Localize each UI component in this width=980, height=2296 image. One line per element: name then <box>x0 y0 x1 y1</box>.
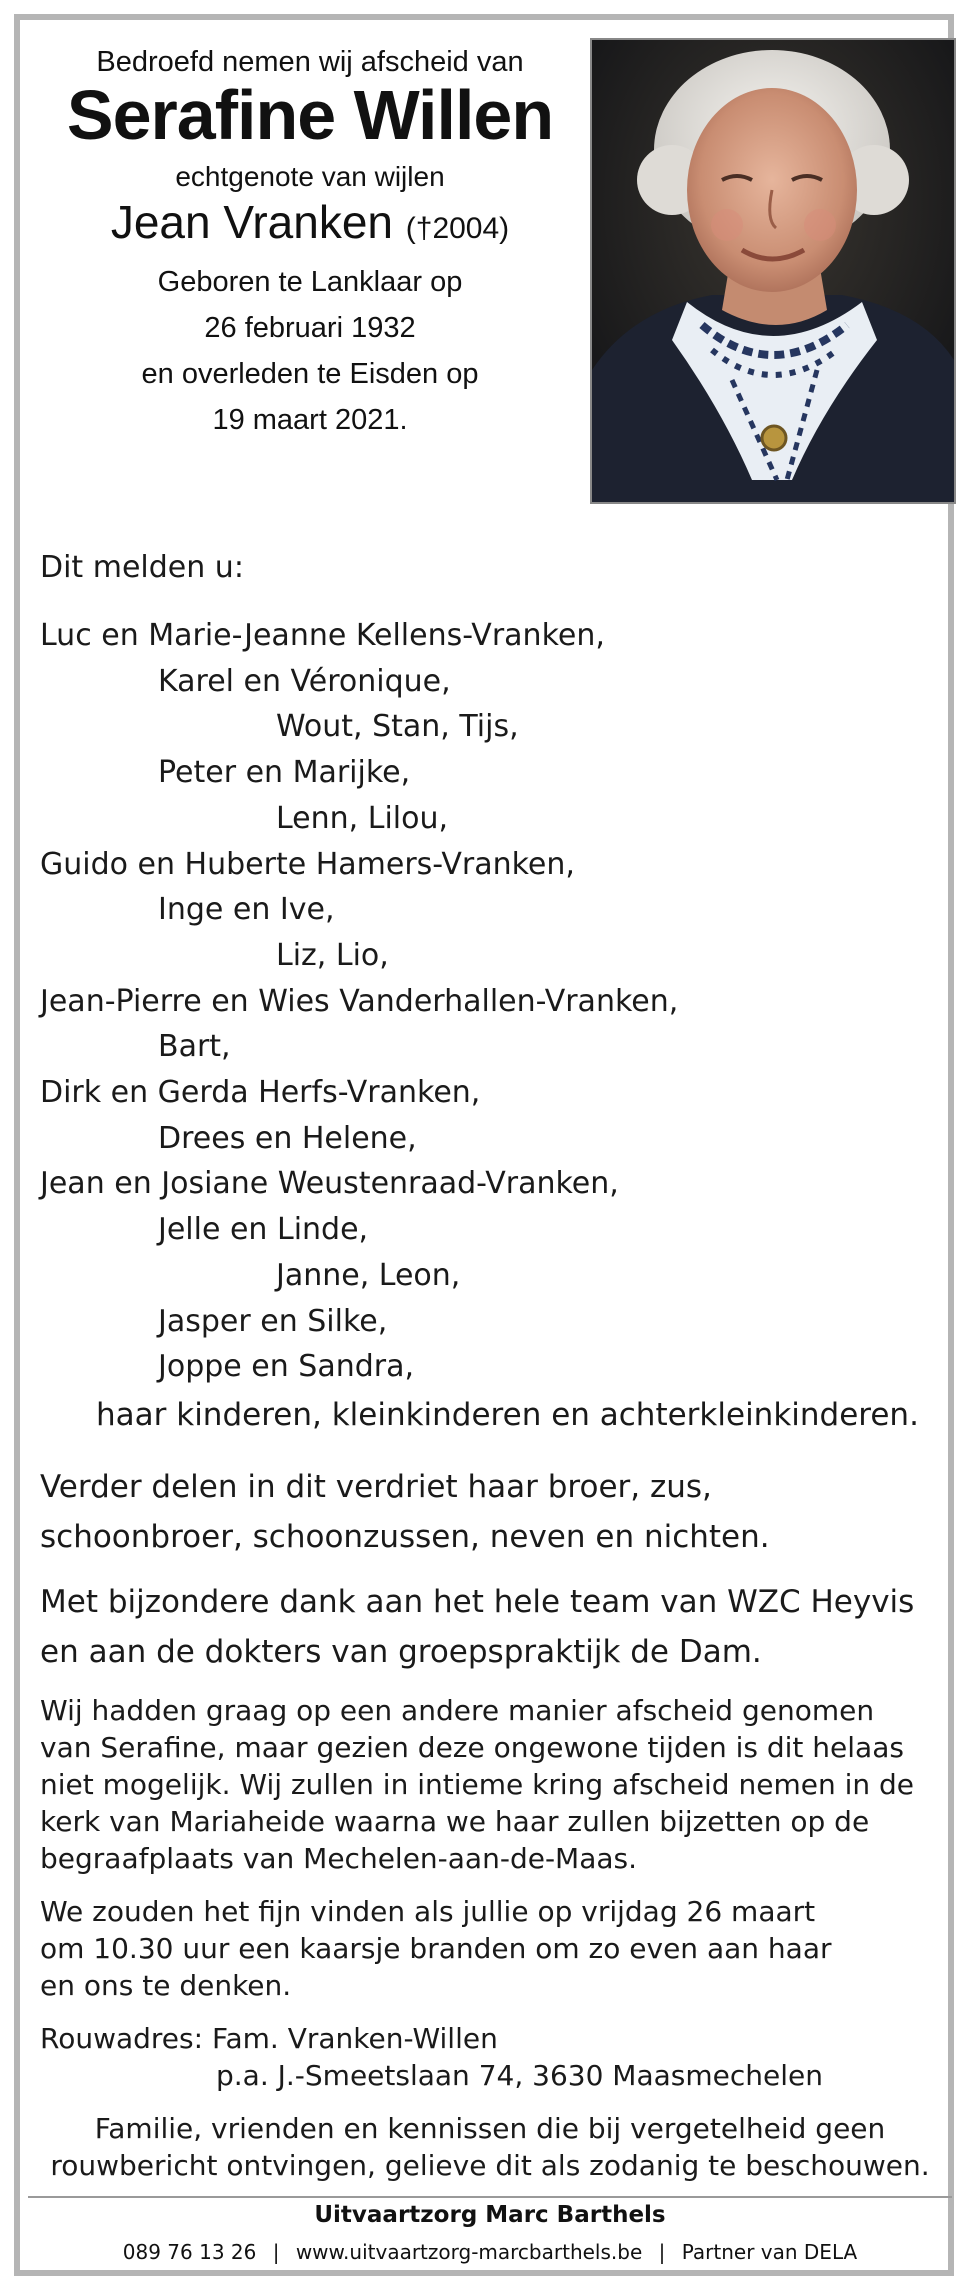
relatives-line-2: schoonbroer, schoonzussen, neven en nichten. <box>40 1519 770 1555</box>
footer-separator: | <box>658 2240 666 2264</box>
funeral-company: Uitvaartzorg Marc Barthels <box>314 2202 666 2228</box>
footer-partner: Partner van DELA <box>681 2240 858 2264</box>
spouse-name: Jean Vranken <box>110 196 393 248</box>
closing-paragraph <box>0 2110 980 2184</box>
footer-phone: 089 76 13 26 <box>122 2240 257 2264</box>
spouse-line <box>40 195 580 249</box>
address-line-1: Rouwadres: Fam. Vranken-Willen <box>40 2022 498 2055</box>
life-dates <box>40 259 580 443</box>
farewell-line-1: Wij hadden graag op een andere manier afscheid genomen <box>40 1694 875 1727</box>
family-line: Peter en Marijke, <box>158 755 411 791</box>
died-line: en overleden te Eisden op <box>141 358 479 390</box>
family-line: Bart, <box>158 1029 231 1065</box>
thanks-paragraph <box>40 1577 940 1677</box>
announce-text: Dit melden u: <box>40 550 244 585</box>
farewell-line-5: begraafplaats van Mechelen-aan-de-Maas. <box>40 1842 638 1875</box>
candle-line-3: en ons te denken. <box>40 1969 292 2002</box>
family-line: Joppe en Sandra, <box>158 1349 415 1385</box>
family-line: Jelle en Linde, <box>158 1212 369 1248</box>
footer-separator: | <box>272 2240 280 2264</box>
family-line: Janne, Leon, <box>276 1257 461 1293</box>
header <box>40 30 580 443</box>
deceased-name: Serafine Willen <box>66 76 554 154</box>
family-line: Lenn, Lilou, <box>276 800 449 836</box>
footer-divider <box>28 2196 952 2198</box>
candle-line-2: om 10.30 uur een kaarsje branden om zo even aan haar <box>40 1932 832 1965</box>
address-line-2: p.a. J.-Smeetslaan 74, 3630 Maasmechelen <box>216 2059 823 2092</box>
born-date: 26 februari 1932 <box>204 312 416 344</box>
portrait-photo <box>590 38 956 504</box>
farewell-paragraph <box>40 1692 940 1877</box>
closing-line-2: rouwbericht ontvingen, gelieve dit als zodanig te beschouwen. <box>50 2149 930 2182</box>
thanks-line-2: en aan de dokters van groepspraktijk de Dam. <box>40 1634 762 1670</box>
family-line: Drees en Helene, <box>158 1120 417 1156</box>
family-line: Liz, Lio, <box>276 937 389 973</box>
lead-text: Bedroefd nemen wij afscheid van <box>96 46 524 78</box>
thanks-line-1: Met bijzondere dank aan het hele team van WZC Heyvis <box>40 1584 915 1620</box>
family-line: Jean en Josiane Weustenraad-Vranken, <box>40 1166 619 1202</box>
portrait-photo-icon <box>592 40 954 502</box>
spouse-intro: echtgenote van wijlen <box>175 161 445 192</box>
family-line: Inge en Ive, <box>158 892 335 928</box>
farewell-line-2: van Serafine, maar gezien deze ongewone tijden is dit helaas <box>40 1731 904 1764</box>
family-line: Luc en Marie-Jeanne Kellens-Vranken, <box>40 618 605 653</box>
died-date: 19 maart 2021. <box>212 404 408 436</box>
candle-line-1: We zouden het fijn vinden als jullie op vrijdag 26 maart <box>40 1895 816 1928</box>
family-summary: haar kinderen, kleinkinderen en achterkleinkinderen. <box>96 1397 919 1433</box>
family-line: Jean-Pierre en Wies Vanderhallen-Vranken, <box>40 983 679 1019</box>
farewell-line-3: niet mogelijk. Wij zullen in intieme kring afscheid nemen in de <box>40 1768 915 1801</box>
family-line: Guido en Huberte Hamers-Vranken, <box>40 846 575 882</box>
family-line: Dirk en Gerda Herfs-Vranken, <box>40 1075 481 1110</box>
born-line: Geboren te Lanklaar op <box>157 266 463 298</box>
address-block <box>40 2020 940 2094</box>
footer-website[interactable]: www.uitvaartzorg-marcbarthels.be <box>295 2240 643 2264</box>
relatives-paragraph <box>40 1462 940 1562</box>
candle-paragraph <box>40 1893 940 2004</box>
farewell-line-4: kerk van Mariaheide waarna we haar zullen bijzetten op de <box>40 1805 870 1838</box>
closing-line-1: Familie, vrienden en kennissen die bij vergetelheid geen <box>94 2112 886 2145</box>
family-line: Jasper en Silke, <box>158 1303 388 1339</box>
footer-contact <box>0 2240 980 2264</box>
family-line: Wout, Stan, Tijs, <box>276 709 519 745</box>
family-line: Karel en Véronique, <box>158 663 451 699</box>
relatives-line-1: Verder delen in dit verdriet haar broer, zus, <box>40 1469 712 1505</box>
spouse-death: (†2004) <box>405 212 510 245</box>
